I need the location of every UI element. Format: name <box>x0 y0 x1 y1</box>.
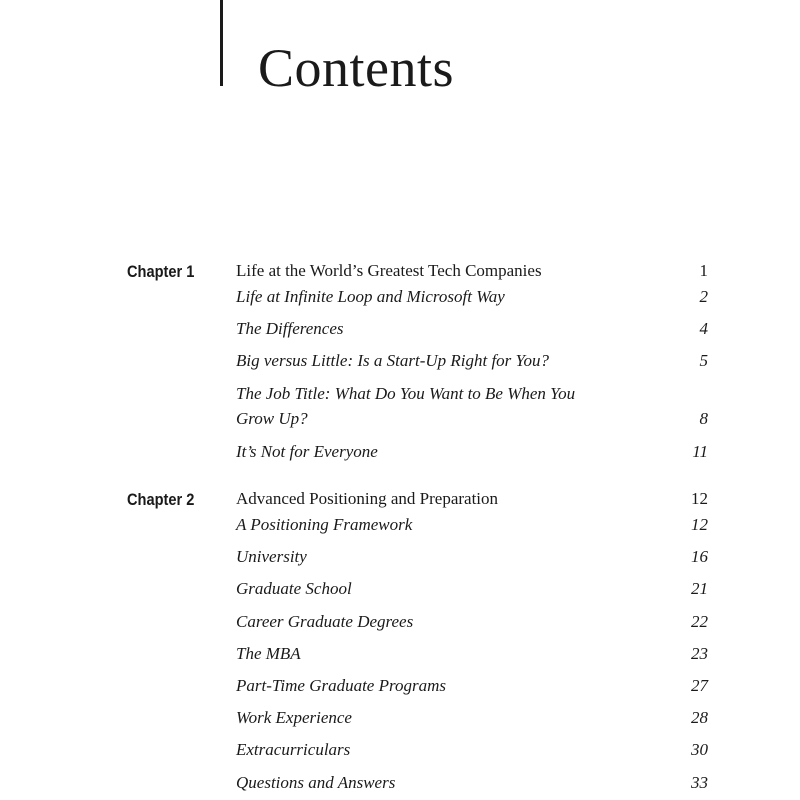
toc-page-questions-answers: 33 <box>691 773 708 792</box>
title-rule <box>220 0 223 86</box>
toc-page-extracurriculars: 30 <box>691 740 708 759</box>
toc-page-infinite-loop: 2 <box>699 287 708 306</box>
toc-entry-job-title-line2[interactable]: Grow Up? <box>236 409 308 428</box>
toc-entry-work-experience[interactable]: Work Experience <box>236 708 352 727</box>
toc-entry-big-versus-little[interactable]: Big versus Little: Is a Start-Up Right for You? <box>236 351 549 370</box>
toc-entry-not-for-everyone[interactable]: It’s Not for Everyone <box>236 442 378 461</box>
chapter-2-label: Chapter 2 <box>127 490 195 509</box>
toc-entry-infinite-loop[interactable]: Life at Infinite Loop and Microsoft Way <box>236 287 505 306</box>
toc-page-not-for-everyone: 11 <box>692 442 708 461</box>
chapter-2-title[interactable]: Advanced Positioning and Preparation <box>236 489 499 508</box>
page-title: Contents <box>258 38 455 98</box>
chapter-2-page: 12 <box>691 489 708 508</box>
toc-entry-job-title-line1[interactable]: The Job Title: What Do You Want to Be When You <box>236 384 576 403</box>
toc-page-graduate-school: 21 <box>691 579 708 598</box>
toc-page-positioning-framework: 12 <box>691 515 708 534</box>
toc-page-differences: 4 <box>699 319 708 338</box>
toc-page-mba: 23 <box>691 644 708 663</box>
toc-page-work-experience: 28 <box>691 708 708 727</box>
toc-entry-positioning-framework[interactable]: A Positioning Framework <box>236 515 413 534</box>
toc-entry-mba[interactable]: The MBA <box>236 644 301 663</box>
toc-entry-questions-answers[interactable]: Questions and Answers <box>236 773 396 792</box>
toc-entry-differences[interactable]: The Differences <box>236 319 344 338</box>
toc-entry-career-graduate-degrees[interactable]: Career Graduate Degrees <box>236 612 414 631</box>
toc-page-job-title: 8 <box>699 409 708 428</box>
chapter-1-label: Chapter 1 <box>127 262 195 281</box>
chapter-1-title[interactable]: Life at the World’s Greatest Tech Companies <box>236 261 542 280</box>
chapter-1-page: 1 <box>699 261 708 280</box>
toc-entry-graduate-school[interactable]: Graduate School <box>236 579 352 598</box>
toc-entry-extracurriculars[interactable]: Extracurriculars <box>236 740 351 759</box>
toc-entry-part-time-graduate[interactable]: Part-Time Graduate Programs <box>236 676 446 695</box>
toc-page-university: 16 <box>691 547 708 566</box>
toc-entry-university[interactable]: University <box>236 547 307 566</box>
toc-page-big-versus-little: 5 <box>699 351 708 370</box>
toc-page-part-time-graduate: 27 <box>691 676 708 695</box>
toc-page-career-graduate-degrees: 22 <box>691 612 708 631</box>
